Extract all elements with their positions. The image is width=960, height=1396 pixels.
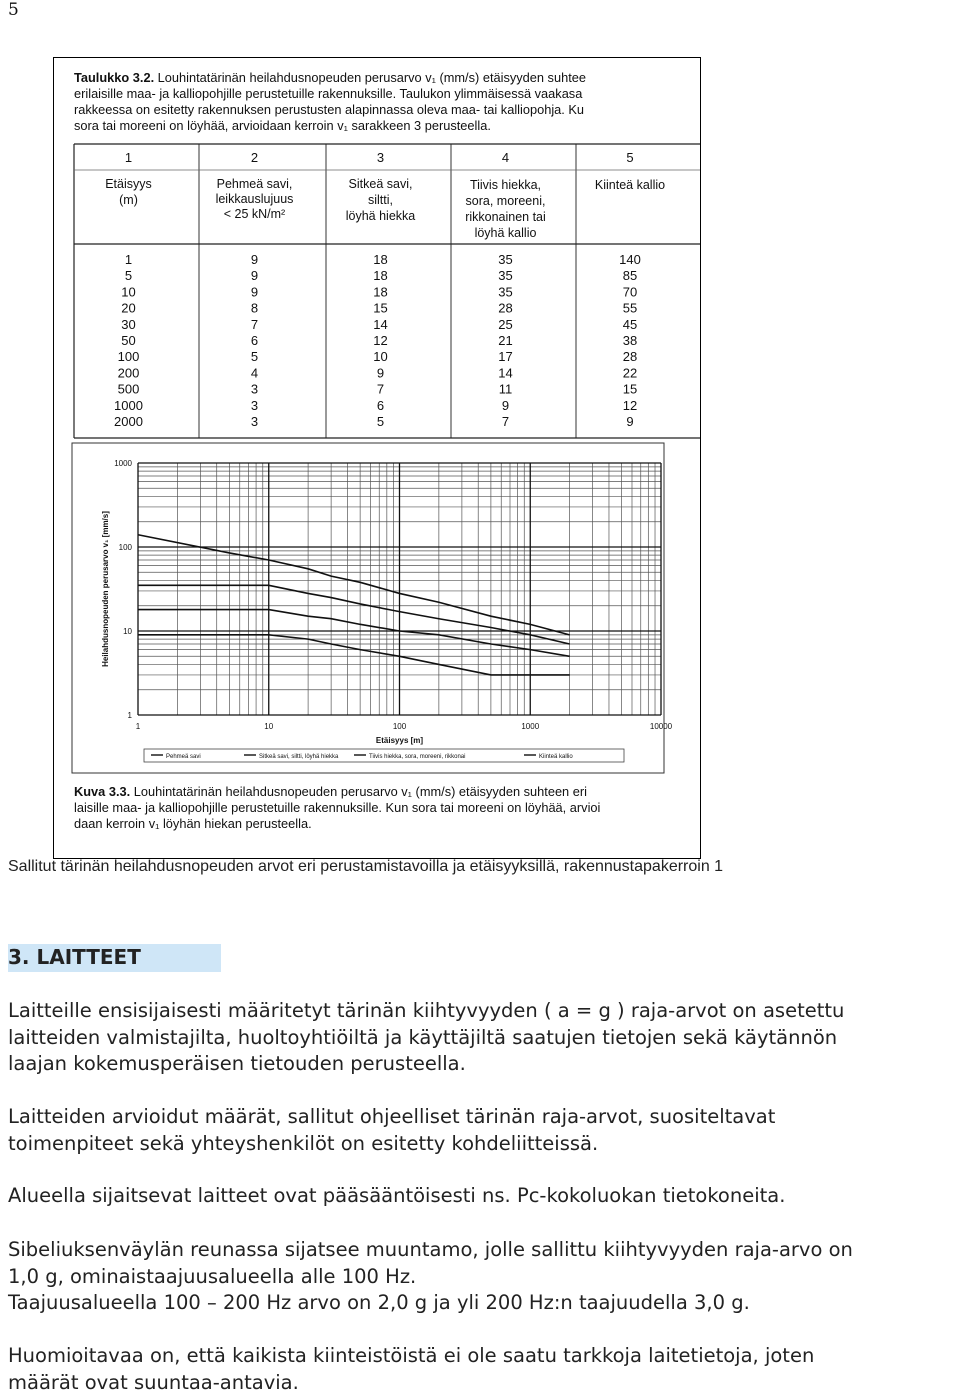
table-cell: 3 xyxy=(250,381,259,397)
table-cell: 9 xyxy=(250,268,259,284)
chart-y-tick-label: 100 xyxy=(118,543,132,552)
paragraph-line: Sibeliuksenväylän reunassa sijatsee muuntamo, jolle sallittu kiihtyvyyden raja-arvo on xyxy=(8,1238,853,1261)
section-heading-highlight xyxy=(8,944,221,972)
table-cell: 35 xyxy=(498,284,513,300)
paragraph-line: Laitteiden arvioidut määrät, sallitut ohjeelliset tärinän raja-arvot, suositeltavat xyxy=(8,1105,776,1128)
table-cell: 35 xyxy=(498,268,513,284)
table-header-text: Pehmeä savi, xyxy=(216,177,293,191)
table-column-number: 1 xyxy=(124,150,133,165)
chart-y-tick-label: 1000 xyxy=(114,459,132,468)
table-cell: 6 xyxy=(250,333,259,348)
chart-x-tick-label: 10000 xyxy=(649,722,673,731)
table-cell: 15 xyxy=(622,381,638,397)
chart-x-axis-label: Etäisyys [m] xyxy=(375,736,424,745)
table-header-text: löyhä kallio xyxy=(474,226,537,240)
table-cell: 35 xyxy=(498,252,513,267)
table-header-text: rikkonainen tai xyxy=(465,210,546,224)
paragraph-line: 1,0 g, ominaistaajuusalueella alle 100 Hz. xyxy=(8,1264,417,1288)
paragraph xyxy=(8,1237,958,1317)
table-cell: 5 xyxy=(250,349,259,365)
table-cell: 2000 xyxy=(114,414,143,429)
table-cell: 1 xyxy=(124,252,133,267)
table-cell: 11 xyxy=(498,381,513,397)
table-cell: 14 xyxy=(498,365,513,381)
table-cell: 28 xyxy=(622,349,638,365)
table-cell: 20 xyxy=(121,300,136,316)
table-cell: 12 xyxy=(622,397,638,413)
table-cell: 7 xyxy=(501,414,510,429)
chart-x-tick-label: 1000 xyxy=(521,722,540,731)
paragraph-line: Alueella sijaitsevat laitteet ovat pääsääntöisesti ns. Pc-kokoluokan tietokoneita. xyxy=(8,1184,786,1207)
table-cell: 14 xyxy=(373,316,388,332)
paragraph-line: Laitteille ensisijaisesti määritetyt tärinän kiihtyvyyden ( a = g ) raja-arvot on asetettu xyxy=(8,999,845,1022)
table-header-text: sora, moreeni, xyxy=(465,194,546,208)
table-cell: 17 xyxy=(498,349,513,365)
table-caption-line: sora tai moreeni on löyhää, arvioidaan kerroin v₁ sarakkeen 3 perusteella. xyxy=(74,118,491,133)
paragraph-line: laitteiden valmistajilta, huoltoyhtiöiltä ja käyttäjiltä saatujen tietojen sekä käytännön xyxy=(8,1025,838,1049)
table-cell: 10 xyxy=(373,349,388,365)
chart-y-tick-label: 10 xyxy=(123,627,132,636)
table-cell: 70 xyxy=(622,284,638,300)
table-cell: 10 xyxy=(121,284,136,300)
chart-x-tick-label: 1 xyxy=(135,722,141,731)
table-caption-line: erilaisille maa- ja kalliopohjille perustetuille rakennuksille. Taulukon ylimmäisessä vaakasa xyxy=(74,86,583,101)
table-cell: 5 xyxy=(124,268,133,284)
chart-y-tick-label: 1 xyxy=(127,711,132,720)
chart-caption-line: laisille maa- ja kalliopohjille perustetuille rakennuksille. Kun sora tai moreeni on löyhää, arvioi xyxy=(74,800,601,815)
table-header-text: < 25 kN/m² xyxy=(223,207,286,221)
paragraph-line: laajan kokemusperäisen tietouden perusteella. xyxy=(8,1052,466,1076)
vibration-chart xyxy=(54,58,700,858)
chart-caption-line: Louhintatärinän heilahdusnopeuden perusarvo v₁ (mm/s) etäisyyden suhteen eri xyxy=(130,784,587,799)
paragraph xyxy=(8,1183,958,1210)
table-header-text: Kiinteä kallio xyxy=(594,178,666,192)
chart-legend-label: Sitkeä savi, siltti, löyhä hiekka xyxy=(259,754,339,760)
table-header-text: (m) xyxy=(119,193,138,207)
chart-frame xyxy=(72,443,664,773)
table-cell: 50 xyxy=(121,333,136,348)
table-cell: 15 xyxy=(373,300,388,316)
table-cell: 3 xyxy=(250,397,259,413)
table-cell: 6 xyxy=(376,397,385,413)
chart-legend-label: Kiinteä kallio xyxy=(539,754,573,760)
chart-legend-label: Pehmeä savi xyxy=(166,754,201,760)
table-cell: 45 xyxy=(622,316,638,332)
table-header-text: löyhä hiekka xyxy=(345,209,416,223)
table-cell: 9 xyxy=(250,252,259,267)
table-cell: 38 xyxy=(622,333,638,348)
table-cell: 5 xyxy=(376,414,385,429)
figure-caption: Sallitut tärinän heilahdusnopeuden arvot eri perustamistavoilla ja etäisyyksillä, rakennustapakerroin 1 xyxy=(8,858,724,875)
table-cell: 85 xyxy=(622,268,638,284)
table-cell: 18 xyxy=(373,268,388,284)
section-heading: 3. LAITTEET xyxy=(8,945,141,969)
table-cell: 30 xyxy=(121,316,136,332)
table-column-number: 5 xyxy=(626,150,634,165)
table-cell: 9 xyxy=(376,365,385,381)
table-cell: 140 xyxy=(619,252,641,267)
table-header-text: siltti, xyxy=(368,193,393,207)
table-caption-label: Taulukko 3.2. xyxy=(74,70,155,85)
table-cell: 28 xyxy=(498,300,513,316)
table-column-number: 4 xyxy=(501,150,510,165)
table-cell: 18 xyxy=(373,284,388,300)
table-header-text: Etäisyys xyxy=(105,177,152,191)
table-column-number: 3 xyxy=(376,150,385,165)
table-header-text: Sitkeä savi, xyxy=(348,177,413,191)
table-header-text: leikkauslujuus xyxy=(215,192,294,206)
table-cell: 9 xyxy=(501,397,510,413)
table-cell: 7 xyxy=(376,381,385,397)
table-cell: 7 xyxy=(250,316,259,332)
paragraph-line: määrät ovat suuntaa-antavia. xyxy=(8,1370,299,1394)
table-column-number: 2 xyxy=(250,150,259,165)
table-header-text: Tiivis hiekka, xyxy=(469,178,542,192)
table-cell: 22 xyxy=(622,365,638,381)
table-cell: 500 xyxy=(117,381,140,397)
table-cell: 18 xyxy=(373,252,388,267)
table-cell: 1000 xyxy=(114,397,143,413)
table-cell: 12 xyxy=(373,333,388,348)
paragraph xyxy=(8,1104,958,1157)
chart-x-tick-label: 100 xyxy=(392,722,407,731)
chart-series-line xyxy=(138,635,570,675)
paragraph-line: Taajuusalueella 100 – 200 Hz arvo on 2,0 g ja yli 200 Hz:n taajuudella 3,0 g. xyxy=(8,1291,750,1315)
table-cell: 21 xyxy=(498,333,513,348)
table-caption-line: Louhintatärinän heilahdusnopeuden perusarvo v₁ (mm/s) etäisyyden suhtee xyxy=(154,70,586,85)
chart-legend-label: Tiivis hiekka, sora, moreeni, rikkonai xyxy=(369,754,466,760)
chart-caption xyxy=(74,784,701,832)
paragraph xyxy=(8,998,958,1078)
chart-x-tick-label: 10 xyxy=(264,722,274,731)
chart-caption-label: Kuva 3.3. xyxy=(74,784,131,799)
table-cell: 200 xyxy=(117,365,140,381)
chart-series-line xyxy=(138,610,570,657)
page-number: 5 xyxy=(8,0,19,20)
paragraph-line: Huomioitavaa on, että kaikista kiinteistöistä ei ole saatu tarkkoja laitetietoja, joten xyxy=(8,1344,815,1367)
table-cell: 4 xyxy=(250,365,259,381)
table-caption-line: rakkeessa on esitetty rakennuksen perustusten alapinnassa oleva maa- tai kalliopohja. Ku xyxy=(74,102,585,117)
scanned-figure xyxy=(53,57,701,859)
table-cell: 3 xyxy=(250,414,259,429)
table-cell: 100 xyxy=(117,349,140,365)
paragraph xyxy=(8,1343,958,1396)
chart-caption-line: daan kerroin v₁ löyhän hiekan perusteella. xyxy=(74,816,312,831)
paragraph-line: toimenpiteet sekä yhteyshenkilöt on esitetty kohdeliitteissä. xyxy=(8,1131,599,1155)
table-cell: 9 xyxy=(626,414,634,429)
chart-y-axis-label: Heilahdusnopeuden perusarvo v₁ [mm/s] xyxy=(101,511,110,667)
table-cell: 8 xyxy=(250,300,259,316)
table-cell: 9 xyxy=(250,284,259,300)
table-cell: 55 xyxy=(622,300,638,316)
table-cell: 25 xyxy=(498,316,513,332)
